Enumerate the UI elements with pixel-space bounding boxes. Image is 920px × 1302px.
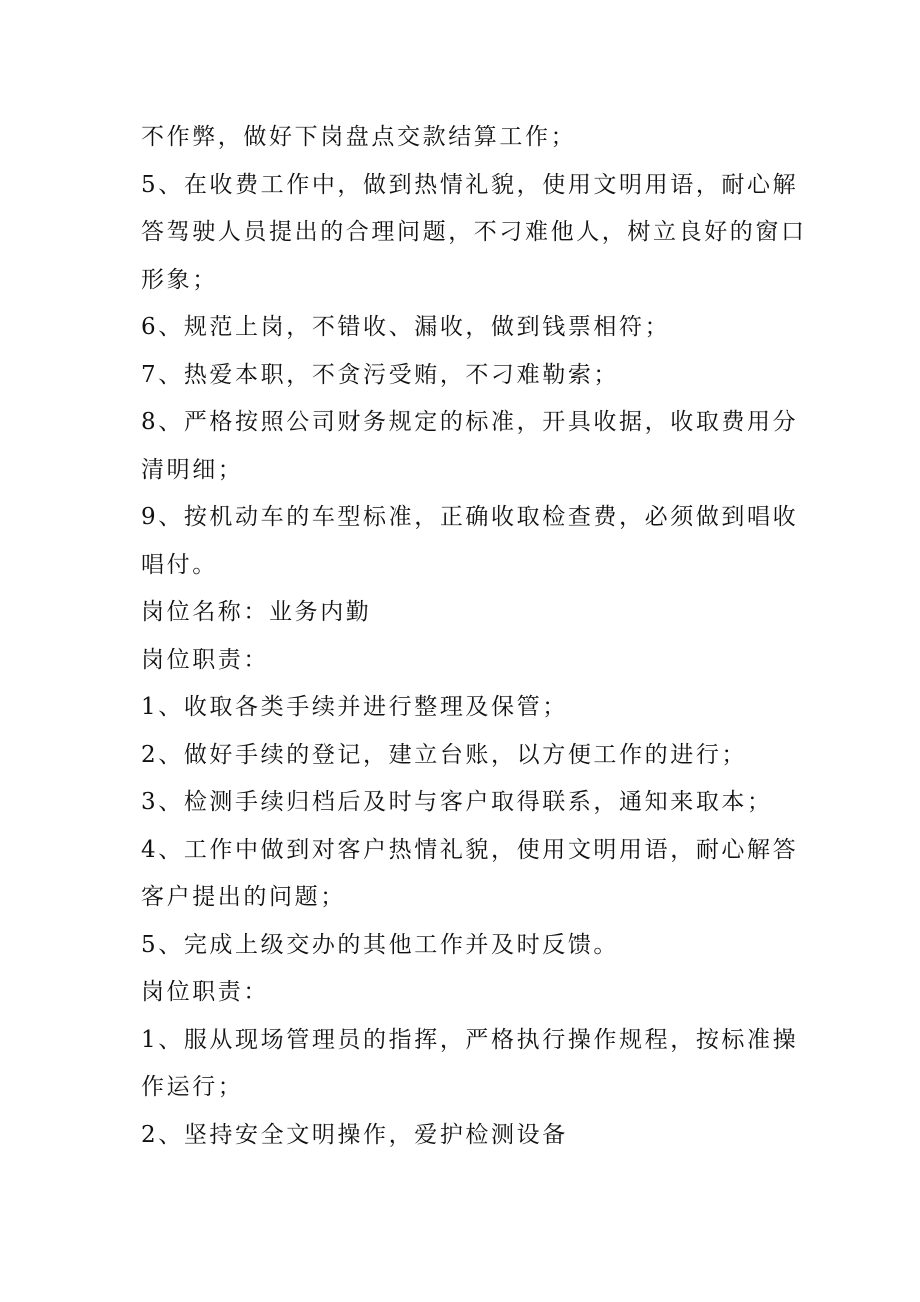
text-line: 客户提出的问题； bbox=[141, 884, 346, 910]
text-line: 清明细； bbox=[141, 456, 244, 483]
text-line: 6、规范上岗，不错收、漏收，做到钱票相符； bbox=[141, 314, 671, 340]
section-heading-line: 岗位职责： bbox=[141, 979, 269, 1005]
text-line: 1、收取各类手续并进行整理及保管； bbox=[141, 694, 568, 720]
section-heading-line: 岗位职责： bbox=[141, 646, 269, 673]
text-line: 形象； bbox=[141, 266, 218, 293]
text-line: 作运行； bbox=[141, 1074, 244, 1100]
text-line: 不作弊，做好下岗盘点交款结算工作； bbox=[141, 124, 577, 150]
text-line: 4、工作中做到对客户热情礼貌，使用文明用语，耐心解答 bbox=[141, 836, 799, 863]
section-title-line: 岗位名称：业务内勤 bbox=[141, 599, 372, 625]
text-line: 5、完成上级交办的其他工作并及时反馈。 bbox=[141, 931, 620, 958]
text-line: 3、检测手续归档后及时与客户取得联系，通知来取本； bbox=[141, 789, 773, 815]
document-body bbox=[141, 114, 807, 1159]
text-line: 2、坚持安全文明操作，爱护检测设备 bbox=[141, 1121, 568, 1148]
text-line: 1、服从现场管理员的指挥，严格执行操作规程，按标准操 bbox=[141, 1026, 799, 1053]
text-line: 8、严格按照公司财务规定的标准，开具收据，收取费用分 bbox=[141, 409, 799, 435]
text-line: 7、热爱本职，不贪污受贿，不刁难勒索； bbox=[141, 361, 620, 388]
text-line: 答驾驶人员提出的合理问题，不刁难他人，树立良好的窗口 bbox=[141, 219, 807, 245]
text-line: 2、做好手续的登记，建立台账，以方便工作的进行； bbox=[141, 741, 748, 768]
text-line: 9、按机动车的车型标准，正确收取检查费，必须做到唱收 bbox=[141, 504, 799, 530]
text-line: 5、在收费工作中，做到热情礼貌，使用文明用语，耐心解 bbox=[141, 171, 799, 198]
text-line: 唱付。 bbox=[141, 551, 218, 578]
